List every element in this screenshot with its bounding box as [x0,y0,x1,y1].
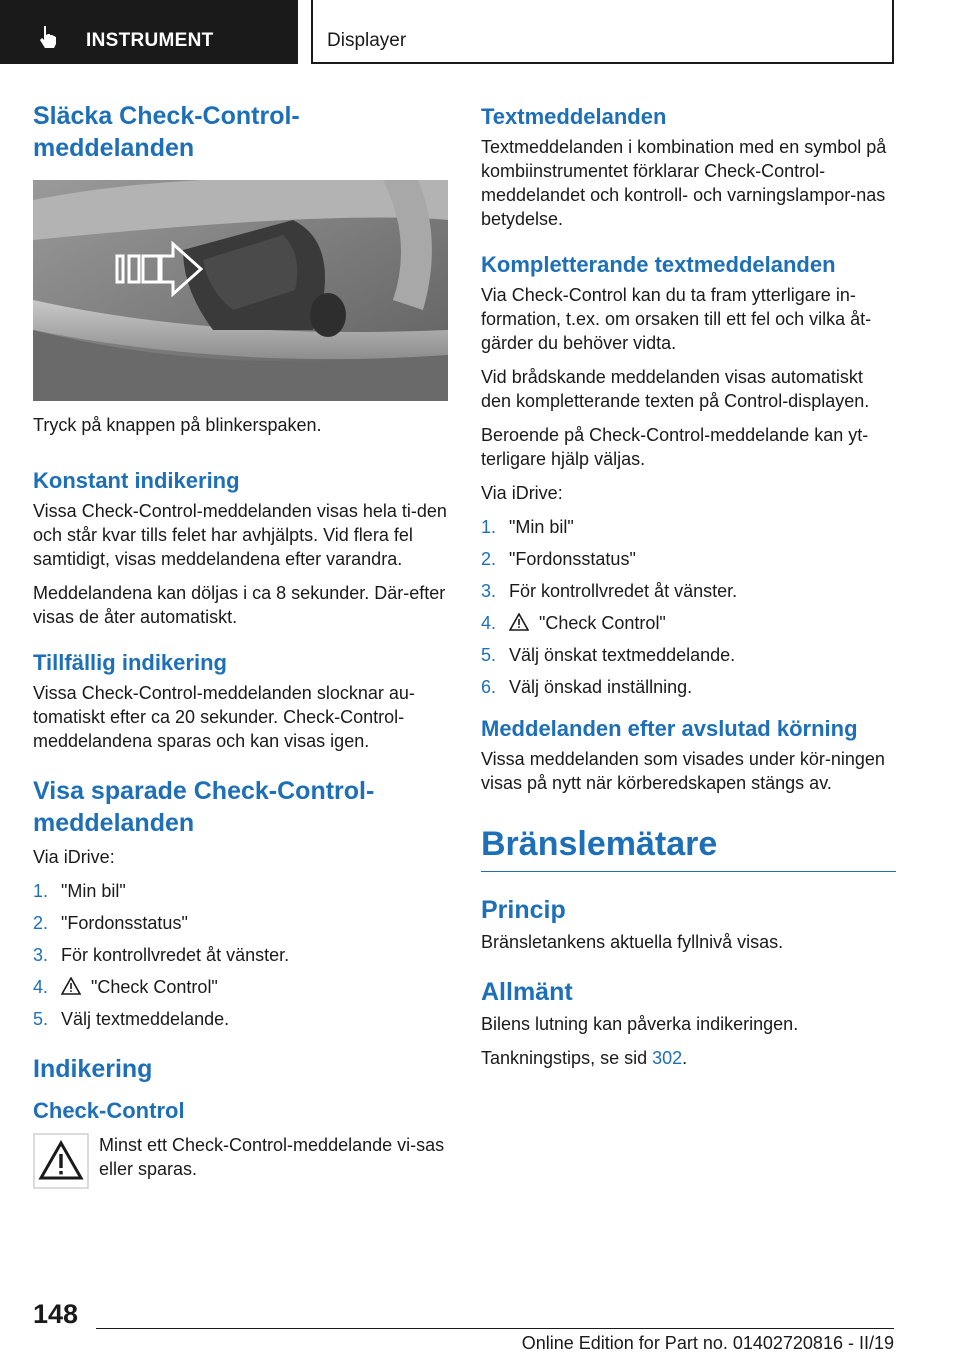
right-column [481,100,896,1080]
paragraph-textmeddelanden: Textmeddelanden i kombination med en symbol på kombiinstrumentet förklarar Check-Control-meddelandet och kontroll- och varningslampor-nas betydelse. [481,137,887,229]
note-text: Minst ett Check-Control-meddelande vi-sas eller sparas. [99,1135,445,1179]
list-item: 5. Välj textmeddelande. [33,1009,230,1029]
footer-divider [96,1328,894,1329]
via-idrive-right: Via iDrive: [481,483,563,503]
heading-meddelanden-efter: Meddelanden efter avslutad körning [481,716,858,741]
chapter-tab[interactable] [0,0,298,64]
edition-text: Online Edition for Part no. 01402720816 - II/19 [521,1333,894,1353]
warning-triangle-icon [61,977,81,995]
steps-list-right [481,515,896,699]
heading-konstant: Konstant indikering [33,468,240,493]
heading-visa-sparade: Visa sparade Check-Control-meddelanden [33,777,375,837]
warning-triangle-icon [509,613,529,631]
heading-princip: Princip [481,896,566,924]
paragraph-konstant-2: Meddelandena kan döljas i ca 8 sekunder. Där-efter visas de åter automatiskt. [33,583,446,627]
via-idrive-left: Via iDrive: [33,847,115,867]
list-item: 6. Välj önskad inställning. [481,677,693,697]
list-item: 5. Välj önskat textmeddelande. [481,645,736,665]
heading-allmant: Allmänt [481,978,573,1006]
heading-textmeddelanden: Textmeddelanden [481,104,667,129]
paragraph-princip: Bränsletankens aktuella fyllnivå visas. [481,932,784,952]
list-item: 1. "Min bil" [33,881,126,901]
paragraph-kompletterande-1: Via Check-Control kan du ta fram ytterligare in-formation, t.ex. om orsaken till ett fel och vilka åt-gärder du behöver vidta. [481,285,872,353]
paragraph-kompletterande-2: Vid brådskande meddelanden visas automatiskt den kompletterande texten på Control-displayen. [481,367,870,411]
list-item: 3. För kontrollvredet åt vänster. [481,581,738,601]
list-item: 2. "Fordonsstatus" [481,549,636,569]
page-link-302[interactable]: 302 [652,1048,683,1068]
paragraph-allmant-2: Tankningstips, se sid 302. [481,1048,688,1068]
note-row [33,1133,448,1189]
page-number: 148 [33,1299,79,1329]
caption-text: Tryck på knappen på blinkerspaken. [33,415,322,435]
paragraph-tillfallig: Vissa Check-Control-meddelanden slocknar au-tomatiskt efter ca 20 sekunder. Check-Control-meddelandena sparas och kan visas igen. [33,683,415,751]
chapter-label: INSTRUMENT [86,30,214,51]
paragraph-meddelanden-efter: Vissa meddelanden som visades under kör-ningen visas på nytt när körberedskapen stängs av. [481,749,885,793]
page-footer [0,1295,960,1362]
list-item: 4. "Check Control" [481,613,666,633]
heading-slacka: Släcka Check-Control-meddelanden [33,102,300,162]
paragraph-konstant-1: Vissa Check-Control-meddelanden visas hela ti-den och står kvar tills felet har avhjälpts. Vid flera fel samtidigt, visas meddelandena efter varandra. [33,501,447,569]
warning-box-icon [33,1133,89,1189]
list-item: 2. "Fordonsstatus" [33,913,188,933]
turn-signal-lever-illustration [33,180,448,401]
paragraph-allmant-1: Bilens lutning kan påverka indikeringen. [481,1014,799,1034]
list-item: 4. "Check Control" [33,977,218,997]
steps-list-left [33,879,448,1031]
paragraph-kompletterande-3: Beroende på Check-Control-meddelande kan yt-terligare hjälp väljas. [481,425,869,469]
hand-pointer-icon [36,24,62,50]
left-column [33,100,448,1189]
section-label: Displayer [327,30,407,51]
page-header [0,0,960,66]
heading-indikering: Indikering [33,1055,153,1083]
heading-check-control: Check-Control [33,1098,185,1123]
section-tab[interactable] [311,0,894,64]
heading-kompletterande: Kompletterande textmeddelanden [481,252,836,277]
chapter-title-bransle: Bränslemätare [481,823,896,872]
list-item: 3. För kontrollvredet åt vänster. [33,945,290,965]
list-item: 1. "Min bil" [481,517,574,537]
heading-tillfallig: Tillfällig indikering [33,650,227,675]
